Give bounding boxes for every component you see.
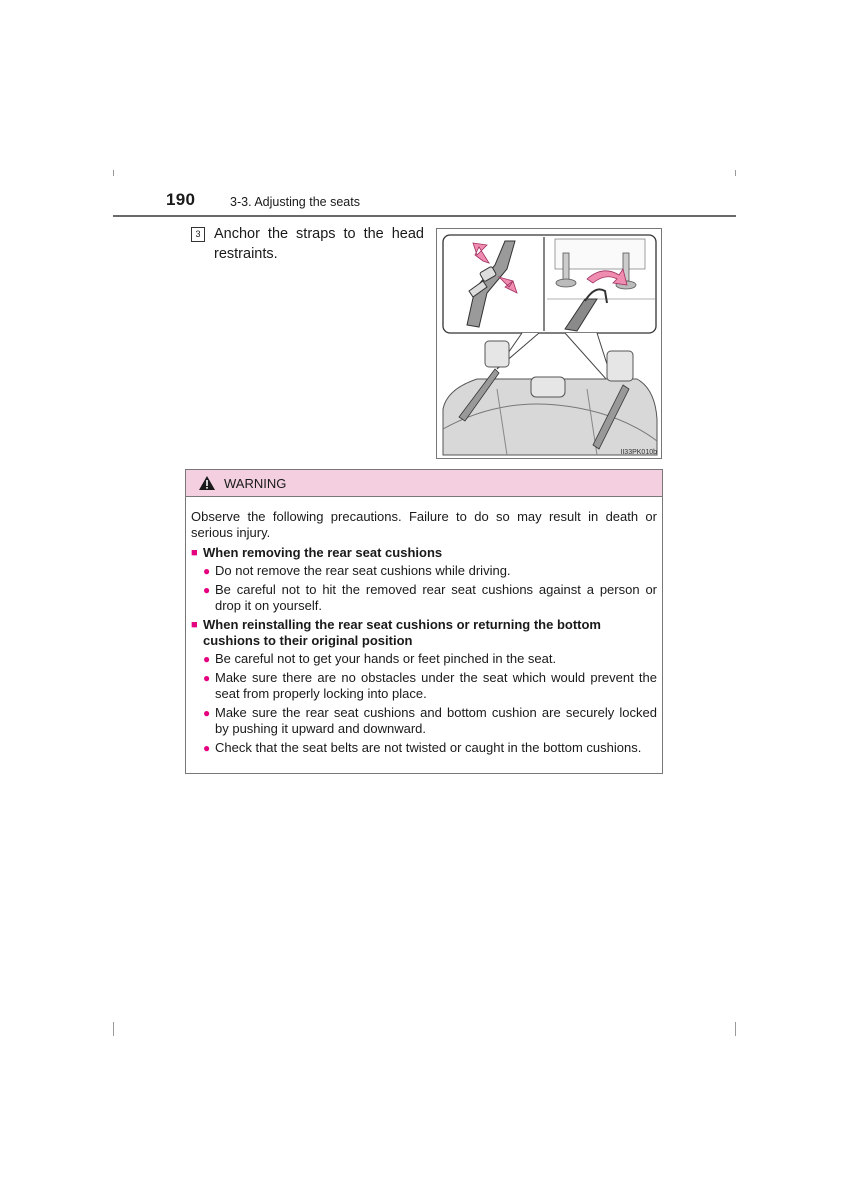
head-restraint-strap-illustration bbox=[436, 228, 662, 459]
list-item: ● Do not remove the rear seat cushions while driving. bbox=[203, 563, 511, 578]
warning-title: WARNING bbox=[224, 475, 287, 491]
page-number: 190 bbox=[166, 190, 196, 209]
list-item: ● Be careful not to get your hands or feet pinched in the seat. bbox=[203, 651, 557, 666]
warning-subheading: ■ When removing the rear seat cushions bbox=[191, 545, 443, 560]
square-bullet-icon: ■ bbox=[191, 547, 198, 559]
warning-triangle-icon bbox=[198, 475, 216, 491]
crop-mark bbox=[735, 170, 736, 176]
bullet-dot-icon: ● bbox=[203, 671, 211, 685]
step-instruction: Anchor the straps to the head restraints. bbox=[214, 226, 424, 262]
crop-mark bbox=[113, 170, 114, 176]
list-item: ● Make sure there are no obstacles under the seat which would prevent the seat from properly locking into place. bbox=[203, 670, 657, 701]
step-number-badge: 3 bbox=[191, 227, 205, 242]
warning-subheading: ■ When reinstalling the rear seat cushions or returning the bottom cushions to their original position bbox=[191, 617, 601, 648]
list-item: ● Make sure the rear seat cushions and bottom cushion are securely locked by pushing it upward and downward. bbox=[203, 705, 657, 736]
warning-list bbox=[191, 563, 657, 614]
bullet-dot-icon: ● bbox=[203, 741, 211, 755]
warning-box bbox=[185, 469, 663, 774]
bullet-dot-icon: ● bbox=[203, 564, 211, 578]
section-title: 3-3. Adjusting the seats bbox=[230, 195, 360, 209]
bullet-dot-icon: ● bbox=[203, 706, 211, 720]
header-rule bbox=[113, 215, 736, 217]
warning-list bbox=[191, 651, 657, 756]
warning-header bbox=[186, 470, 662, 497]
crop-mark bbox=[113, 1022, 114, 1036]
square-bullet-icon: ■ bbox=[191, 619, 198, 631]
figure-code: II33PK010b bbox=[620, 449, 657, 456]
warning-intro: Observe the following precautions. Failure to do so may result in death or serious injury. bbox=[191, 509, 657, 540]
warning-body bbox=[186, 497, 662, 756]
list-item: ● Be careful not to hit the removed rear seat cushions against a person or drop it on yourself. bbox=[203, 582, 657, 613]
list-item: ● Check that the seat belts are not twisted or caught in the bottom cushions. bbox=[203, 740, 642, 755]
crop-mark bbox=[735, 1022, 736, 1036]
bullet-dot-icon: ● bbox=[203, 652, 211, 666]
strap-diagram bbox=[437, 229, 661, 458]
bullet-dot-icon: ● bbox=[203, 583, 211, 597]
